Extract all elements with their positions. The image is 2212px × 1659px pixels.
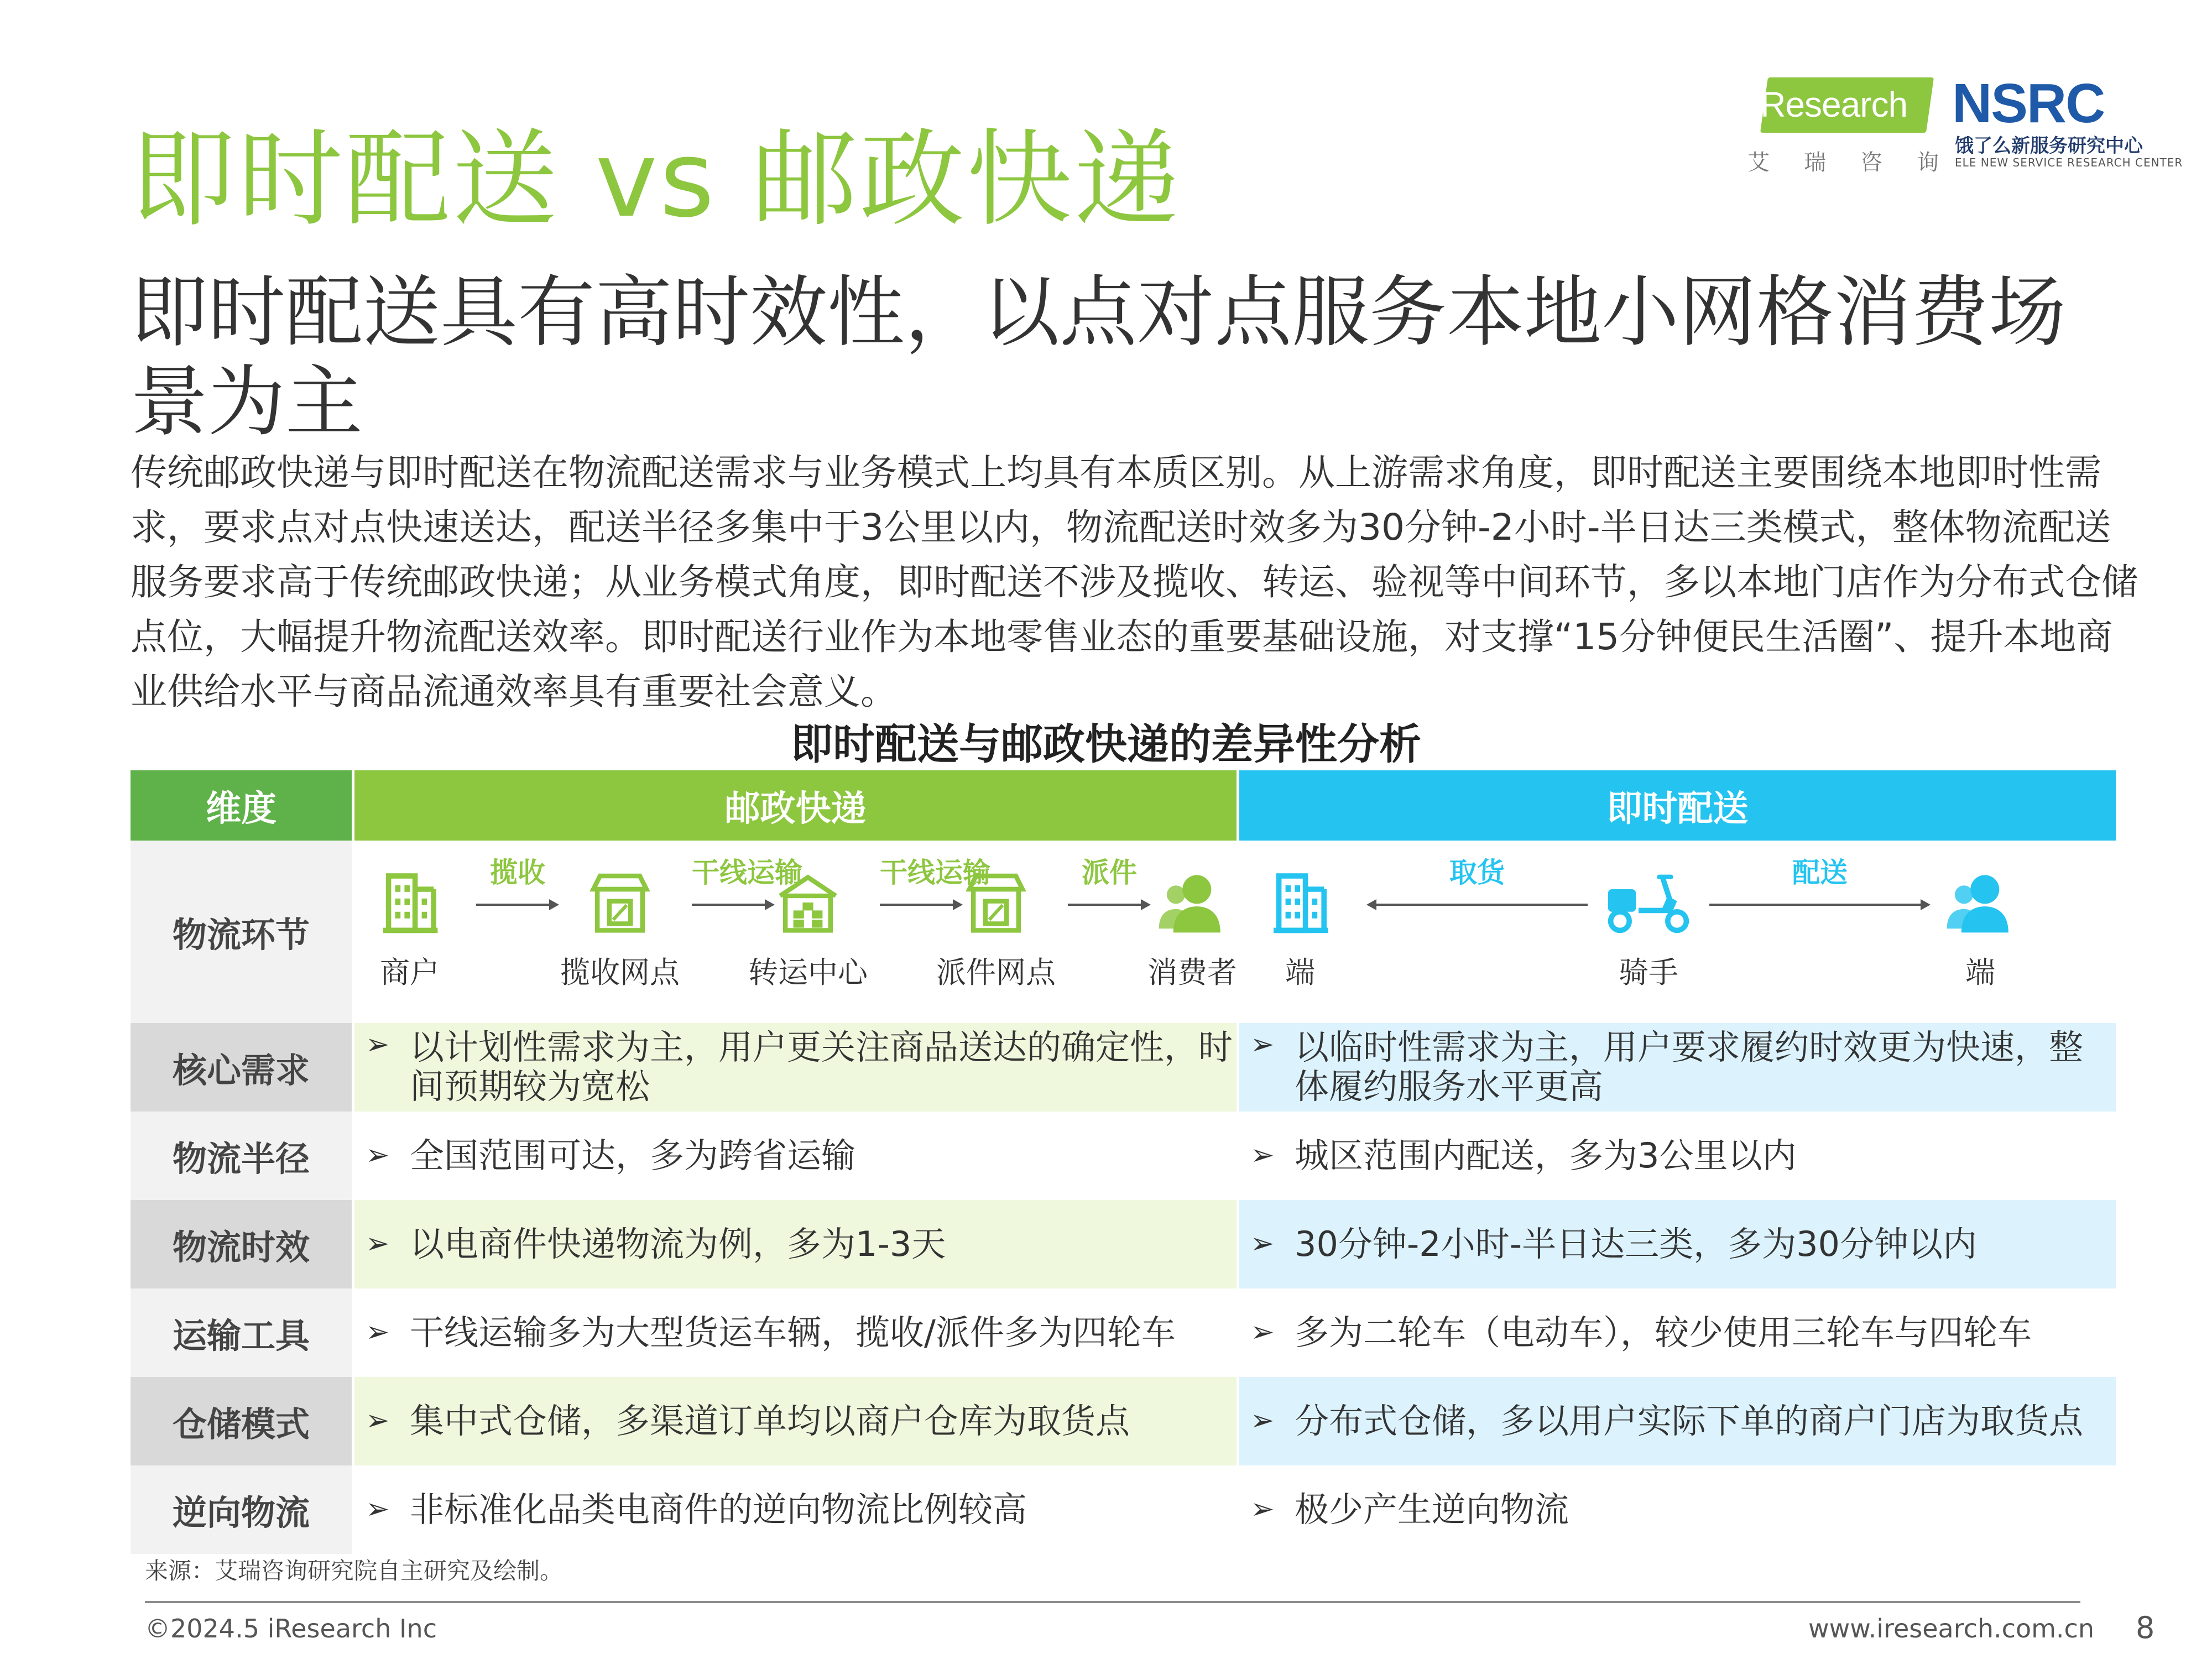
bullet-icon: ➢ (366, 1404, 390, 1438)
table-row-postal-cell (354, 1288, 1237, 1377)
postal-node-consumer (1140, 869, 1245, 992)
postal-node-transfer (736, 869, 880, 992)
table-row-instant-cell (1239, 1200, 2116, 1288)
cell-text: 干线运输多为大型货运车辆，揽收/派件多为四轮车 (410, 1312, 1176, 1353)
postal-node-delivery (924, 869, 1068, 992)
page-number: 8 (2136, 1610, 2155, 1645)
postal-node-pickup (548, 869, 692, 992)
row-label: 逆向物流 (131, 1465, 352, 1554)
postal-arrow-label: 干线运输 (880, 857, 990, 889)
header-dimension: 维度 (131, 770, 352, 841)
postal-arrow-label: 干线运输 (692, 857, 802, 889)
bullet-icon: ➢ (366, 1493, 390, 1526)
scooter-icon (1599, 869, 1698, 936)
bullet-icon: ➢ (1250, 1028, 1275, 1061)
page-title: 即时配送 vs 邮政快递 (131, 118, 1182, 241)
instant-node-rider (1593, 869, 1704, 992)
row-label-flow: 物流环节 (131, 841, 352, 1023)
copyright: ©2024.5 iResearch Inc (145, 1614, 437, 1644)
cell-text: 以临时性需求为主，用户要求履约时效更为快速，整体履约服务水平更高 (1295, 1027, 2084, 1107)
cell-text: 极少产生逆向物流 (1295, 1489, 1569, 1530)
postal-node-merchant (360, 869, 460, 992)
instant-node-label: 端 (1965, 955, 1995, 990)
store-icon (963, 869, 1029, 936)
postal-arrow-label: 揽收 (490, 857, 545, 889)
warehouse-icon (775, 869, 841, 936)
table-title: 即时配送与邮政快递的差异性分析 (791, 719, 1421, 769)
cell-text: 以电商件快递物流为例，多为1-3天 (410, 1223, 946, 1264)
table-row-instant-cell (1239, 1377, 2116, 1465)
table-row-postal-cell (354, 1465, 1237, 1554)
cell-text: 集中式仓储，多渠道订单均以商户仓库为取货点 (410, 1400, 1130, 1441)
instant-node-label: 骑手 (1619, 955, 1678, 990)
arrow-right-icon (1068, 894, 1151, 916)
postal-node-label: 转运中心 (748, 955, 868, 990)
instant-arrow-label: 配送 (1792, 857, 1848, 889)
logistics-flow-row (354, 841, 2116, 1023)
bullet-icon: ➢ (366, 1028, 390, 1061)
nsrc-logo-en: ELE NEW SERVICE RESEARCH CENTER (1955, 156, 2183, 169)
instant-node-label: 端 (1285, 955, 1315, 990)
table-row-instant-cell (1239, 1465, 2116, 1554)
cell-text: 以计划性需求为主，用户更关注商品送达的确定性，时间预期较为宽松 (410, 1027, 1233, 1107)
table-row-postal-cell (354, 1377, 1237, 1465)
source-note: 来源：艾瑞咨询研究院自主研究及绘制。 (145, 1557, 564, 1584)
instant-arrow-pickup (1366, 851, 1588, 917)
cell-text: 非标准化品类电商件的逆向物流比例较高 (410, 1489, 1027, 1530)
nsrc-logo: NSRC (1952, 72, 2105, 134)
header-instant: 即时配送 (1239, 770, 2116, 841)
cell-text: 城区范围内配送，多为3公里以内 (1295, 1135, 1797, 1176)
table-row-postal-cell (354, 1200, 1237, 1288)
table-row-postal-cell (354, 1023, 1237, 1112)
row-label: 核心需求 (131, 1023, 352, 1112)
page-subtitle: 即时配送具有高时效性，以点对点服务本地小网格消费场景为主 (131, 268, 2067, 448)
bullet-icon: ➢ (1250, 1316, 1275, 1349)
cell-text: 30分钟-2小时-半日达三类，多为30分钟以内 (1295, 1223, 1977, 1264)
user-icon (1944, 869, 2016, 936)
store-icon (587, 869, 653, 936)
postal-node-label: 商户 (380, 955, 440, 990)
row-label: 仓储模式 (131, 1377, 352, 1465)
body-paragraph: 传统邮政快递与即时配送在物流配送需求与业务模式上均具有本质区别。从上游需求角度，即时配送主要围绕本地即时性需求，要求点对点快速送达，配送半径多集中于3公里以内，物流配送时效多为30分钟-2小时-半日达三类模式，整体物流配送服务要求高于传统邮政快递；从业务模式角度，即时配送不涉及揽收、转运、验视等中间环节，多以本地门店作为分布式仓储点位，大幅提升物流配送效率。即时配送行业作为本地零售业态的重要基础设施，对支撑“15分钟便民生活圈”、提升本地商业供给水平与商品流通效率具有重要社会意义。 (131, 451, 2138, 713)
iresearch-logo-text: iResearch (1753, 85, 1908, 124)
iresearch-logo-cn: 艾瑞咨询 (1747, 150, 1973, 175)
arrow-right-icon (476, 894, 559, 916)
postal-node-label: 消费者 (1147, 955, 1237, 990)
building-icon (377, 869, 443, 936)
arrow-right-icon (1709, 894, 1931, 916)
bullet-icon: ➢ (1250, 1139, 1275, 1172)
table-row-instant-cell (1239, 1023, 2116, 1112)
table-row-postal-cell (354, 1112, 1237, 1200)
instant-node-end (1936, 869, 2025, 992)
table-row-instant-cell (1239, 1112, 2116, 1200)
bullet-icon: ➢ (366, 1316, 390, 1349)
postal-arrow-4 (1068, 851, 1151, 917)
row-label: 运输工具 (131, 1288, 352, 1377)
nsrc-logo-cn: 饿了么新服务研究中心 (1955, 135, 2143, 157)
bullet-icon: ➢ (1250, 1493, 1275, 1526)
postal-arrow-label: 派件 (1082, 857, 1137, 889)
iresearch-logo (1742, 77, 1930, 133)
comparison-table (131, 770, 2116, 1545)
header-postal: 邮政快递 (354, 770, 1237, 841)
row-label: 物流半径 (131, 1112, 352, 1200)
bullet-icon: ➢ (1250, 1404, 1275, 1438)
postal-node-label: 揽收网点 (560, 955, 680, 990)
row-label: 物流时效 (131, 1200, 352, 1288)
building-icon (1267, 869, 1333, 936)
instant-node-start (1261, 869, 1339, 992)
cell-text: 分布式仓储，多以用户实际下单的商户门店为取货点 (1295, 1400, 2084, 1441)
instant-arrow-label: 取货 (1449, 857, 1505, 889)
website-link[interactable]: www.iresearch.com.cn (1808, 1614, 2094, 1644)
bullet-icon: ➢ (366, 1227, 390, 1261)
user-icon (1156, 869, 1228, 936)
bullet-icon: ➢ (1250, 1227, 1275, 1261)
postal-arrow-1 (476, 851, 559, 917)
table-row-instant-cell (1239, 1288, 2116, 1377)
bullet-icon: ➢ (366, 1139, 390, 1172)
postal-node-label: 派件网点 (936, 955, 1056, 990)
footer-divider (145, 1601, 2080, 1603)
cell-text: 全国范围可达，多为跨省运输 (410, 1135, 856, 1176)
cell-text: 多为二轮车（电动车），较少使用三轮车与四轮车 (1295, 1312, 2032, 1353)
arrow-left-icon (1366, 894, 1588, 916)
instant-arrow-deliver (1709, 851, 1931, 917)
